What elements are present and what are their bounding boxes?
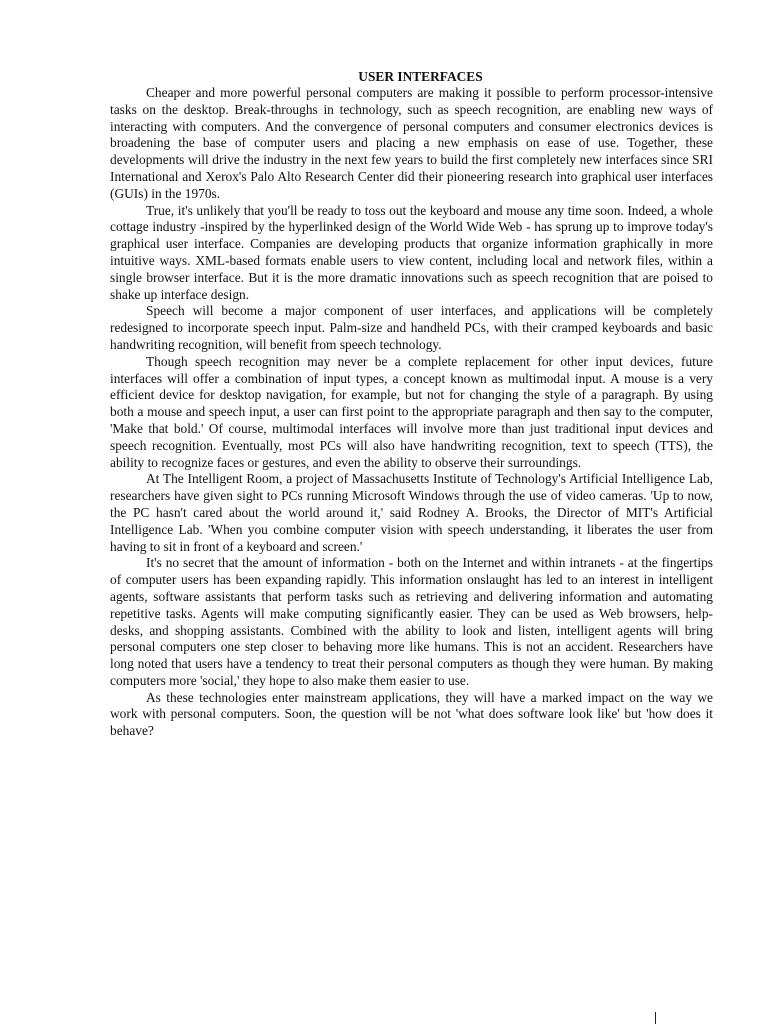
paragraph-conclusion: As these technologies enter mainstream applications, they will have a marked impact on the way we work with personal computers. Soon, the question will be not 'what does software look like' but 'how does it behave? [110,689,713,739]
paragraph-speech: Speech will become a major component of user interfaces, and applications will be completely redesigned to incorporate speech input. Palm-size and handheld PCs, with their cramped keyboards and basic handwriting recognition, will benefit from speech technology. [110,303,713,352]
document-body [110,68,713,740]
cursor-mark [655,1012,656,1024]
page-title: USER INTERFACES [358,69,483,84]
paragraph-multimodal: Though speech recognition may never be a complete replacement for other input devices, future interfaces will offer a combination of input types, a concept known as multimodal input. A mouse is a very efficient device for desktop navigation, for example, but not for changing the style of a paragraph. By using both a mouse and speech input, a user can first point to the appropriate paragraph and then say to the computer, 'Make that bold.' Of course, multimodal interfaces will involve more than just traditional input devices and speech recognition. Eventually, most PCs will also have handwriting recognition, text to speech (TTS), the ability to recognize faces or gestures, and even the ability to observe their surroundings. [110,353,713,470]
paragraph-intelligent-agents: It's no secret that the amount of information - both on the Internet and within intranets - at the fingertips of computer users has been expanding rapidly. This information onslaught has led to an interest in intelligent agents, software assistants that perform tasks such as retrieving and delivering information and automating repetitive tasks. Agents will make computing significantly easier. They can be used as Web browsers, help-desks, and shopping assistants. Combined with the ability to look and listen, intelligent agents will bring personal computers one step closer to behaving more like humans. This is not an accident. Researchers have long noted that users have a tendency to treat their personal computers as though they were human. By making computers more 'social,' they hope to also make them easier to use. [110,555,713,688]
paragraph-keyboard-mouse: True, it's unlikely that you'll be ready to toss out the keyboard and mouse any time soon. Indeed, a whole cottage industry -inspired by the hyperlinked design of the World Wide Web - has sprung up to improve today's graphical user interface. Companies are developing products that organize information graphically in more intuitive ways. XML-based formats enable users to view content, including local and network files, within a single browser interface. But it is the more dramatic innovations such as speech recognition that are poised to shake up interface design. [110,202,713,302]
paragraph-intro: Cheaper and more powerful personal computers are making it possible to perform processor-intensive tasks on the desktop. Break-throughs in technology, such as speech recognition, are enabling new ways of interacting with computers. And the convergence of personal computers and consumer electronics devices is broadening the base of computer users and placing a new emphasis on ease of use. Together, these developments will drive the industry in the next few years to build the first completely new interfaces since SRI International and Xerox's Palo Alto Research Center did their pioneering research into graphical user interfaces (GUIs) in the 1970s. [110,85,713,201]
paragraph-intelligent-room: At The Intelligent Room, a project of Massachusetts Institute of Technology's Artificial Intelligence Lab, researchers have given sight to PCs running Microsoft Windows through the use of video cameras. 'Up to now, the PC hasn't cared about the world around it,' said Rodney A. Brooks, the Director of MIT's Artificial Intelligence Lab. 'When you combine computer vision with speech understanding, it liberates the user from having to sit in front of a keyboard and screen.' [110,471,713,554]
